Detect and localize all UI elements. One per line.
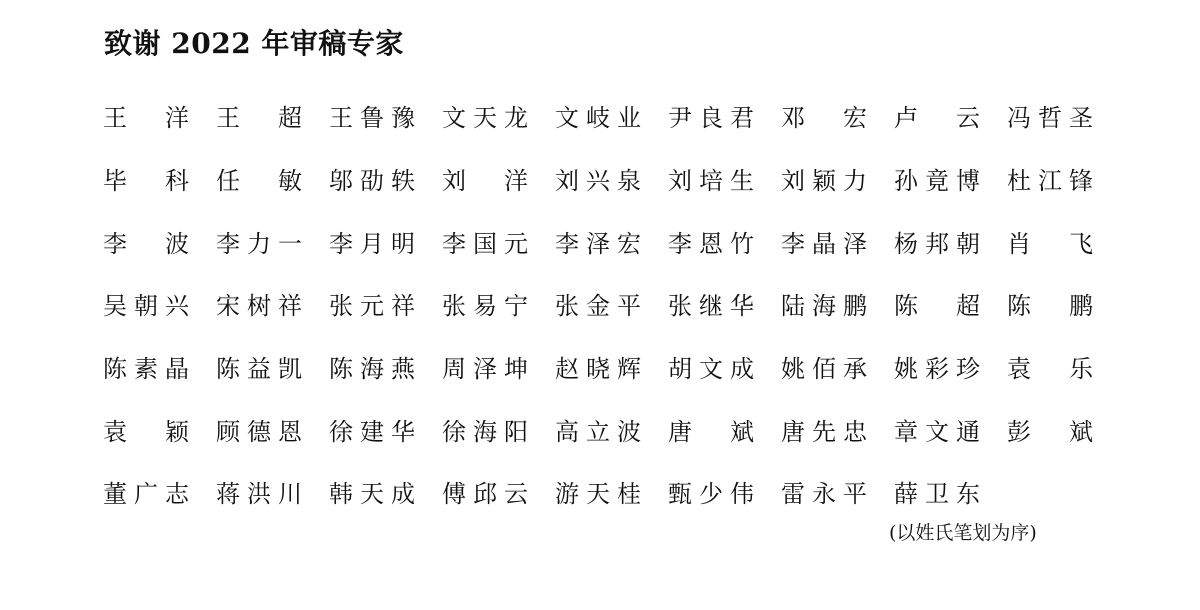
reviewer-name: 李 力 一 [216,229,302,258]
reviewer-name: 周 泽 坤 [442,355,528,384]
reviewer-name: 文 天 龙 [442,104,528,133]
reviewer-name: 李 波 [103,229,189,258]
reviewer-name: 张 易 宁 [442,292,528,321]
reviewer-name: 宋 树 祥 [216,292,302,321]
reviewer-name: 胡 文 成 [668,355,754,384]
reviewer-name: 傅 邱 云 [442,480,528,509]
reviewer-name: 刘 兴 泉 [555,167,641,196]
reviewer-name: 高 立 波 [555,417,641,446]
reviewer-name: 董 广 志 [103,480,189,509]
reviewer-name: 陈 益 凯 [216,355,302,384]
reviewer-name: 邬 劭 轶 [329,167,415,196]
reviewer-name: 薛 卫 东 [894,480,980,509]
reviewer-name: 陈 超 [894,292,980,321]
reviewer-name: 唐 斌 [668,417,754,446]
reviewer-name: 王 超 [216,104,302,133]
reviewer-name: 甄 少 伟 [668,480,754,509]
reviewer-name: 冯 哲 圣 [1007,104,1093,133]
reviewer-name: 吴 朝 兴 [103,292,189,321]
reviewer-name: 袁 乐 [1007,355,1093,384]
reviewer-name: 蒋 洪 川 [216,480,302,509]
reviewer-name: 陈 鹏 [1007,292,1093,321]
reviewer-name-grid [103,87,1093,526]
reviewer-name: 姚 彩 珍 [894,355,980,384]
reviewer-name: 张 元 祥 [329,292,415,321]
reviewer-name: 顾 德 恩 [216,417,302,446]
reviewer-name: 雷 永 平 [781,480,867,509]
reviewer-name: 彭 斌 [1007,417,1093,446]
reviewer-name: 文 岐 业 [555,104,641,133]
reviewer-name: 徐 建 华 [329,417,415,446]
reviewer-name: 任 敏 [216,167,302,196]
reviewer-name: 徐 海 阳 [442,417,528,446]
reviewer-name: 韩 天 成 [329,480,415,509]
reviewer-name: 李 月 明 [329,229,415,258]
reviewer-name: 李 泽 宏 [555,229,641,258]
reviewer-name: 赵 晓 辉 [555,355,641,384]
reviewer-name: 刘 洋 [442,167,528,196]
reviewer-name: 张 金 平 [555,292,641,321]
reviewer-name: 陈 素 晶 [103,355,189,384]
reviewer-name: 毕 科 [103,167,189,196]
reviewer-name: 卢 云 [894,104,980,133]
ordering-note: (以姓氏笔划为序) [889,522,1037,544]
page-title: 致谢 2022 年审稿专家 [104,27,404,60]
reviewer-name: 袁 颖 [103,417,189,446]
reviewer-name: 刘 颖 力 [781,167,867,196]
reviewer-name: 唐 先 忠 [781,417,867,446]
reviewer-name: 邓 宏 [781,104,867,133]
reviewer-name: 游 天 桂 [555,480,641,509]
reviewer-name: 王 洋 [103,104,189,133]
reviewer-name: 李 恩 竹 [668,229,754,258]
reviewer-name: 陆 海 鹏 [781,292,867,321]
reviewer-name: 肖 飞 [1007,229,1093,258]
reviewer-name: 杨 邦 朝 [894,229,980,258]
reviewer-name: 王 鲁 豫 [329,104,415,133]
reviewer-name: 李 国 元 [442,229,528,258]
reviewer-name: 姚 佰 承 [781,355,867,384]
reviewer-name: 孙 竟 博 [894,167,980,196]
reviewer-name: 李 晶 泽 [781,229,867,258]
reviewer-name: 刘 培 生 [668,167,754,196]
reviewer-name: 尹 良 君 [668,104,754,133]
reviewer-name: 张 继 华 [668,292,754,321]
reviewer-name: 杜 江 锋 [1007,167,1093,196]
reviewer-name: 陈 海 燕 [329,355,415,384]
reviewer-name: 章 文 通 [894,417,980,446]
